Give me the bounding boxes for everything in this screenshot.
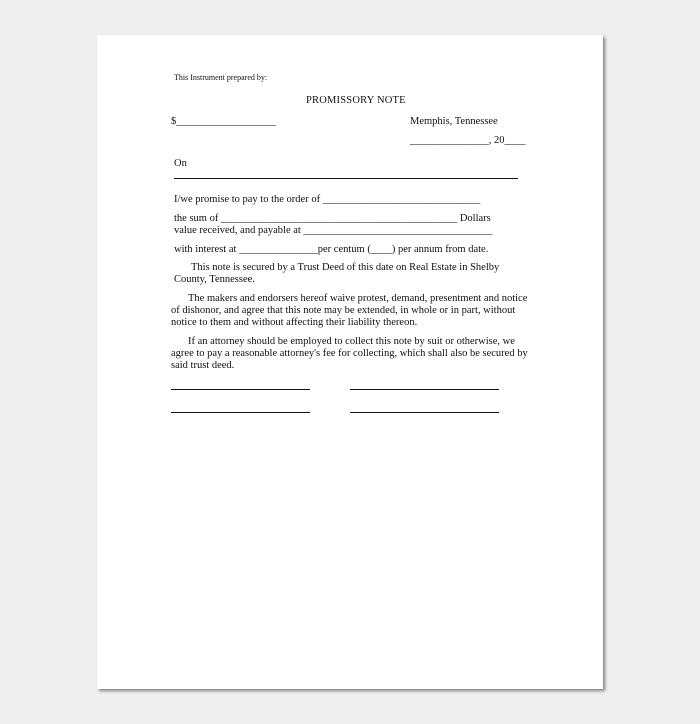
makers-paragraph: The makers and endorsers hereof waive protest, demand, presentment and notice of dishonor, and agree that this note may be extended, in whole or in part, without notice to them and without affecting their liability thereon. xyxy=(171,293,528,328)
payable-line: value received, and payable at ____________________________________ xyxy=(174,225,493,236)
sum-line: the sum of _____________________________________________ Dollars xyxy=(174,213,491,224)
signature-line-left-2 xyxy=(171,412,310,413)
prepared-by-label: This Instrument prepared by: xyxy=(174,73,268,82)
signature-line-right-2 xyxy=(350,412,499,413)
date-field: _______________, 20____ xyxy=(410,135,526,146)
on-label: On xyxy=(174,158,187,169)
amount-field: $___________________ xyxy=(171,116,276,127)
attorney-paragraph: If an attorney should be employed to collect this note by suit or otherwise, we agree to pay a reasonable attorney's fee for collecting, which shall also be secured by said trust deed. xyxy=(171,336,528,371)
secured-paragraph: This note is secured by a Trust Deed of this date on Real Estate in Shelby County, Tennessee. xyxy=(174,262,500,285)
signature-line-left-1 xyxy=(171,389,310,390)
promise-line: I/we promise to pay to the order of ______________________________ xyxy=(174,194,481,205)
document-page xyxy=(97,35,603,689)
interest-line: with interest at _______________per centum (____) per annum from date. xyxy=(174,244,489,255)
on-date-rule xyxy=(174,178,518,179)
location-text: Memphis, Tennessee xyxy=(410,116,498,127)
document-title: PROMISSORY NOTE xyxy=(306,95,406,106)
signature-line-right-1 xyxy=(350,389,499,390)
